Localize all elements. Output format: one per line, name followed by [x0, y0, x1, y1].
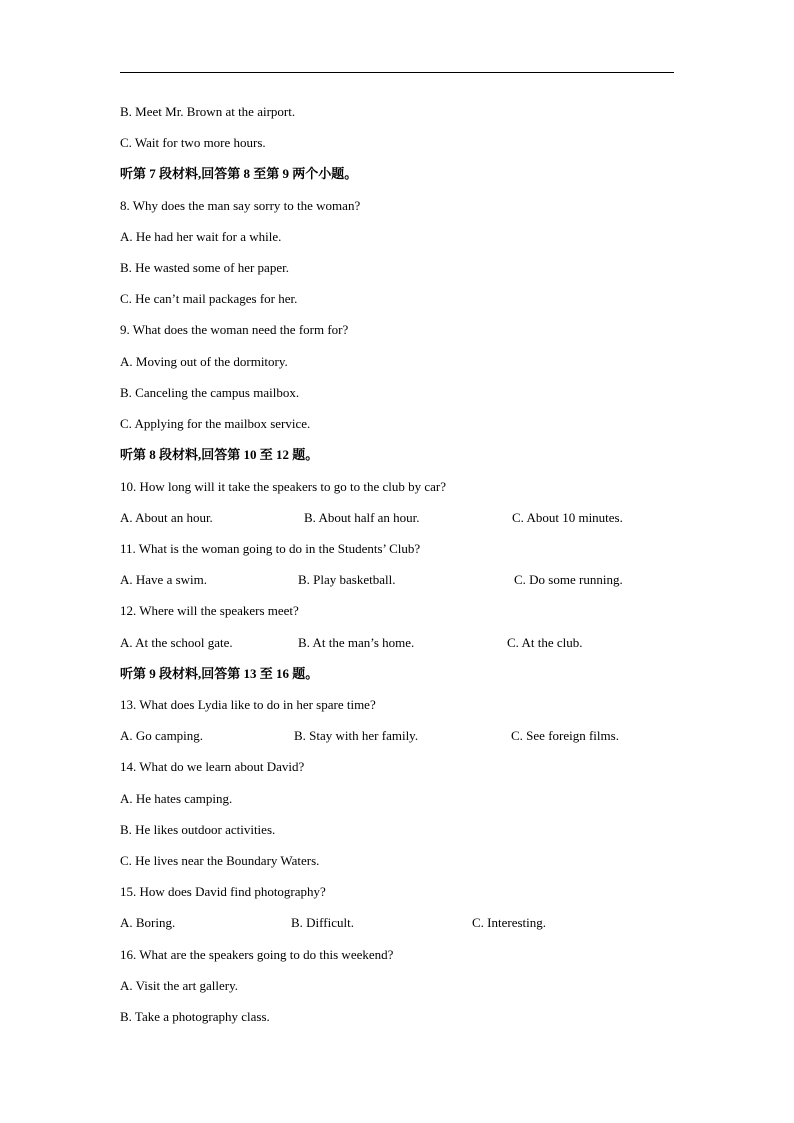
section-heading: 听第 9 段材料,回答第 13 至 16 题。 — [120, 666, 319, 681]
option-line: B. Meet Mr. Brown at the airport. — [120, 104, 296, 119]
option-a: A. About an hour. — [120, 510, 213, 525]
option-line: C. He lives near the Boundary Waters. — [120, 853, 320, 868]
option-a: A. At the school gate. — [120, 635, 233, 650]
option-line: B. He wasted some of her paper. — [120, 260, 289, 275]
question-line: 9. What does the woman need the form for? — [120, 322, 349, 337]
option-a: A. Go camping. — [120, 728, 204, 743]
option-b: B. At the man’s home. — [298, 635, 415, 650]
option-b: B. Play basketball. — [298, 572, 396, 587]
option-a: A. Have a swim. — [120, 572, 208, 587]
option-b: B. About half an hour. — [304, 510, 420, 525]
option-c: C. About 10 minutes. — [512, 510, 623, 525]
question-line: 15. How does David find photography? — [120, 884, 326, 899]
question-line: 11. What is the woman going to do in the Students’ Club? — [120, 541, 421, 556]
section-heading: 听第 8 段材料,回答第 10 至 12 题。 — [120, 447, 319, 462]
question-line: 14. What do we learn about David? — [120, 759, 305, 774]
option-c: C. Interesting. — [472, 915, 547, 930]
question-line: 13. What does Lydia like to do in her spare time? — [120, 697, 376, 712]
question-line: 12. Where will the speakers meet? — [120, 603, 299, 618]
option-line: B. Canceling the campus mailbox. — [120, 385, 300, 400]
option-line: C. Wait for two more hours. — [120, 135, 266, 150]
option-b: B. Difficult. — [291, 915, 354, 930]
question-line: 16. What are the speakers going to do this weekend? — [120, 947, 394, 962]
option-line: B. Take a photography class. — [120, 1009, 270, 1024]
option-a: A. Boring. — [120, 915, 176, 930]
header-rule — [120, 72, 674, 73]
option-c: C. Do some running. — [514, 572, 623, 587]
question-line: 8. Why does the man say sorry to the woman? — [120, 198, 361, 213]
option-line: A. Moving out of the dormitory. — [120, 354, 288, 369]
option-line: A. He had her wait for a while. — [120, 229, 282, 244]
option-c: C. See foreign films. — [511, 728, 619, 743]
option-line: C. He can’t mail packages for her. — [120, 291, 298, 306]
option-line: A. He hates camping. — [120, 791, 233, 806]
option-b: B. Stay with her family. — [294, 728, 419, 743]
section-heading: 听第 7 段材料,回答第 8 至第 9 两个小题。 — [120, 166, 358, 181]
question-line: 10. How long will it take the speakers to go to the club by car? — [120, 479, 447, 494]
option-line: B. He likes outdoor activities. — [120, 822, 276, 837]
option-line: C. Applying for the mailbox service. — [120, 416, 311, 431]
option-line: A. Visit the art gallery. — [120, 978, 238, 993]
option-c: C. At the club. — [507, 635, 583, 650]
